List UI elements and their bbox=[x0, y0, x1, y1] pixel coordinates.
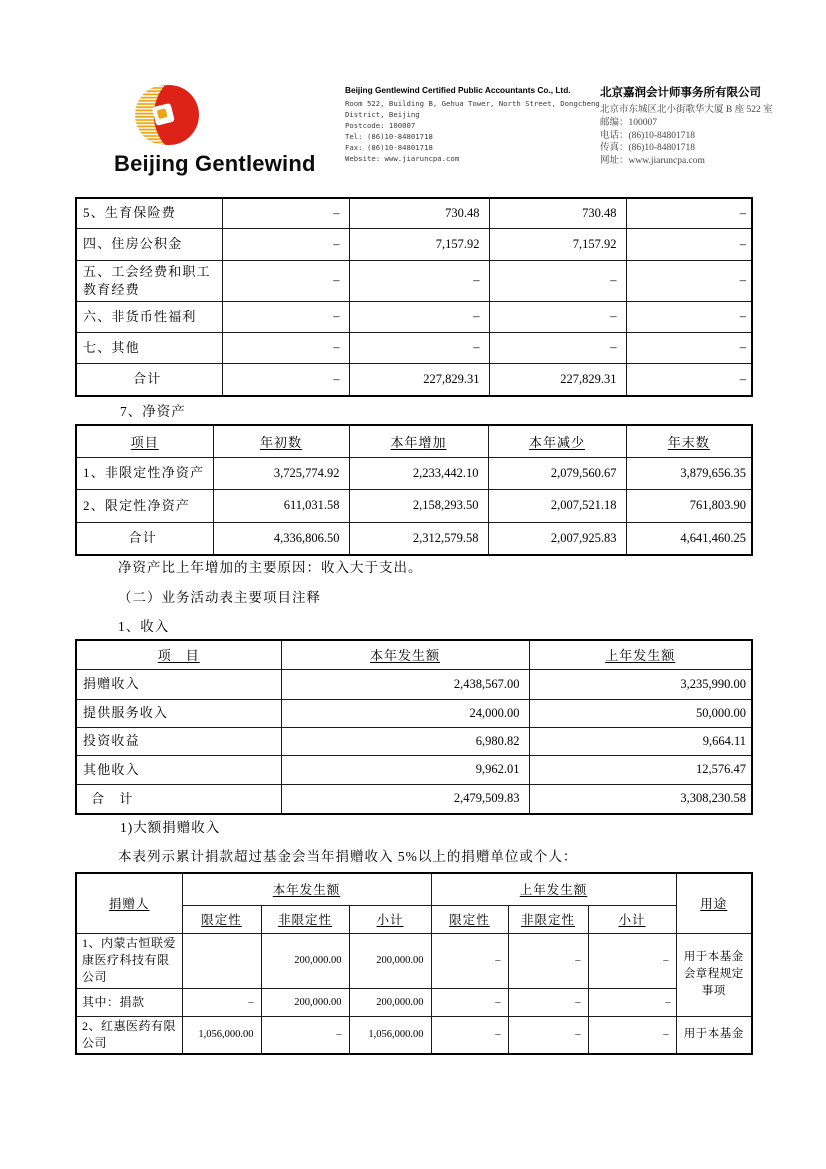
header-row bbox=[76, 425, 752, 457]
value-cell: 1,056,000.00 bbox=[349, 1016, 431, 1054]
address-line: Room 522, Building B, Gehua Tower, North Street, Dongcheng bbox=[345, 99, 600, 108]
donor-name-cell: 其中：捐款 bbox=[76, 988, 182, 1016]
column-header: 年末数 bbox=[626, 425, 752, 457]
value-cell: – bbox=[222, 301, 349, 332]
value-cell: 3,725,774.92 bbox=[213, 457, 349, 489]
major-donors-table bbox=[75, 872, 753, 1055]
fax-line: Fax: (86)10-84801718 bbox=[345, 143, 433, 153]
value-cell: – bbox=[508, 988, 588, 1016]
value-cell: – bbox=[222, 332, 349, 363]
value-cell: 2,007,925.83 bbox=[488, 522, 626, 555]
value-cell: – bbox=[431, 933, 508, 988]
row-label-cell: 七、其他 bbox=[76, 332, 222, 363]
column-header: 非限定性 bbox=[508, 905, 588, 933]
value-cell: – bbox=[489, 260, 626, 301]
tel-line: Tel: (86)10-84801718 bbox=[345, 132, 433, 142]
value-cell: 761,803.90 bbox=[626, 489, 752, 522]
column-header: 项 目 bbox=[76, 640, 281, 669]
website-line: Website: www.jiaruncpa.com bbox=[345, 154, 460, 164]
value-cell: 2,007,521.18 bbox=[488, 489, 626, 522]
column-header: 年初数 bbox=[213, 425, 349, 457]
value-cell bbox=[182, 933, 261, 988]
table-row bbox=[76, 988, 752, 1016]
column-header: 小计 bbox=[588, 905, 676, 933]
value-cell: – bbox=[626, 260, 752, 301]
company-name-cn: 北京嘉润会计师事务所有限公司 bbox=[600, 87, 761, 99]
donor-column-header: 捐赠人 bbox=[76, 873, 182, 933]
value-cell: 7,157.92 bbox=[349, 228, 489, 260]
value-cell: 611,031.58 bbox=[213, 489, 349, 522]
row-label-cell: 其他收入 bbox=[76, 755, 281, 784]
value-cell: 12,576.47 bbox=[529, 755, 752, 784]
value-cell: – bbox=[182, 988, 261, 1016]
postcode-line: 邮编：100007 bbox=[600, 117, 658, 128]
value-cell: 9,962.01 bbox=[281, 755, 529, 784]
total-row bbox=[76, 522, 752, 555]
value-cell: – bbox=[626, 228, 752, 260]
row-label-cell: 捐赠收入 bbox=[76, 669, 281, 699]
current-year-header: 本年发生额 bbox=[182, 873, 431, 905]
purpose-column-header: 用途 bbox=[676, 873, 752, 933]
row-label-cell: 五、工会经费和职工教育经费 bbox=[76, 260, 222, 301]
value-cell: 6,980.82 bbox=[281, 727, 529, 755]
prior-year-header: 上年发生额 bbox=[431, 873, 676, 905]
value-cell: 2,079,560.67 bbox=[488, 457, 626, 489]
value-cell: 200,000.00 bbox=[261, 933, 349, 988]
value-cell: 2,312,579.58 bbox=[349, 522, 488, 555]
fax-line: 传真：(86)10-84801718 bbox=[600, 143, 695, 154]
net-assets-table bbox=[75, 424, 753, 556]
row-label-cell: 六、非货币性福利 bbox=[76, 301, 222, 332]
row-label-cell: 1、非限定性净资产 bbox=[76, 457, 213, 489]
postcode-line: Postcode: 100007 bbox=[345, 121, 416, 131]
column-header: 限定性 bbox=[431, 905, 508, 933]
row-label-cell: 四、住房公积金 bbox=[76, 228, 222, 260]
tel-line: 电话：(86)10-84801718 bbox=[600, 130, 695, 141]
net-assets-heading: 7、净资产 bbox=[120, 404, 186, 419]
value-cell: 730.48 bbox=[349, 198, 489, 228]
table-row bbox=[76, 198, 752, 228]
value-cell: – bbox=[349, 332, 489, 363]
value-cell: 4,336,806.50 bbox=[213, 522, 349, 555]
value-cell: 730.48 bbox=[489, 198, 626, 228]
company-name-en: Beijing Gentlewind Certified Public Accountants Co., Ltd. bbox=[345, 85, 571, 95]
column-header: 非限定性 bbox=[261, 905, 349, 933]
value-cell: – bbox=[222, 260, 349, 301]
value-cell: 4,641,460.25 bbox=[626, 522, 752, 555]
row-label-cell: 提供服务收入 bbox=[76, 699, 281, 727]
table-row bbox=[76, 260, 752, 301]
column-header: 项目 bbox=[76, 425, 213, 457]
column-header: 本年减少 bbox=[488, 425, 626, 457]
value-cell: 2,479,509.83 bbox=[281, 784, 529, 814]
value-cell: – bbox=[626, 198, 752, 228]
value-cell: – bbox=[349, 301, 489, 332]
row-label-cell: 合 计 bbox=[76, 784, 281, 814]
value-cell: – bbox=[626, 301, 752, 332]
value-cell: 3,879,656.35 bbox=[626, 457, 752, 489]
row-label-cell: 5、生育保险费 bbox=[76, 198, 222, 228]
purpose-cell: 用于本基金 bbox=[676, 1016, 752, 1054]
value-cell: – bbox=[588, 988, 676, 1016]
notes-section-heading: （二）业务活动表主要项目注释 bbox=[118, 590, 321, 605]
company-logo-icon bbox=[128, 80, 202, 152]
value-cell: 227,829.31 bbox=[349, 363, 489, 396]
address-line: 北京市东城区北小街歌华大厦 B 座 522 室 bbox=[600, 105, 773, 115]
value-cell: 200,000.00 bbox=[261, 988, 349, 1016]
column-header: 本年发生额 bbox=[281, 640, 529, 669]
value-cell: – bbox=[508, 933, 588, 988]
value-cell: – bbox=[626, 332, 752, 363]
company-wordmark: Beijing Gentlewind bbox=[114, 151, 316, 176]
table-row bbox=[76, 699, 752, 727]
value-cell: 200,000.00 bbox=[349, 988, 431, 1016]
address-line: District, Beijing bbox=[345, 110, 420, 120]
row-label-cell: 合计 bbox=[76, 363, 222, 396]
table-row bbox=[76, 727, 752, 755]
column-header: 上年发生额 bbox=[529, 640, 752, 669]
income-heading: 1、收入 bbox=[118, 619, 170, 634]
table-row bbox=[76, 1016, 752, 1054]
table-row bbox=[76, 332, 752, 363]
value-cell: 2,233,442.10 bbox=[349, 457, 488, 489]
net-assets-note: 净资产比上年增加的主要原因：收入大于支出。 bbox=[118, 560, 423, 575]
value-cell: – bbox=[431, 1016, 508, 1054]
value-cell: – bbox=[431, 988, 508, 1016]
table-row bbox=[76, 457, 752, 489]
column-header: 限定性 bbox=[182, 905, 261, 933]
value-cell: 24,000.00 bbox=[281, 699, 529, 727]
value-cell: 3,308,230.58 bbox=[529, 784, 752, 814]
header-row bbox=[76, 873, 752, 905]
row-label-cell: 投资收益 bbox=[76, 727, 281, 755]
value-cell: – bbox=[588, 1016, 676, 1054]
total-row bbox=[76, 784, 752, 814]
value-cell: – bbox=[261, 1016, 349, 1054]
website-line: 网址：www.jiaruncpa.com bbox=[600, 156, 705, 167]
value-cell: – bbox=[508, 1016, 588, 1054]
value-cell: 1,056,000.00 bbox=[182, 1016, 261, 1054]
value-cell: – bbox=[489, 301, 626, 332]
value-cell: 50,000.00 bbox=[529, 699, 752, 727]
value-cell: – bbox=[222, 198, 349, 228]
table-row bbox=[76, 669, 752, 699]
value-cell: 2,438,567.00 bbox=[281, 669, 529, 699]
value-cell: – bbox=[349, 260, 489, 301]
table-row bbox=[76, 228, 752, 260]
donor-name-cell: 1、内蒙古恒联爱康医疗科技有限公司 bbox=[76, 933, 182, 988]
value-cell: – bbox=[626, 363, 752, 396]
fringe-benefits-table bbox=[75, 197, 753, 397]
value-cell: 9,664.11 bbox=[529, 727, 752, 755]
value-cell: 2,158,293.50 bbox=[349, 489, 488, 522]
value-cell: – bbox=[588, 933, 676, 988]
letterhead-chinese bbox=[600, 84, 775, 168]
column-header: 本年增加 bbox=[349, 425, 488, 457]
value-cell: – bbox=[222, 363, 349, 396]
table-row bbox=[76, 489, 752, 522]
column-header: 小计 bbox=[349, 905, 431, 933]
table-row bbox=[76, 755, 752, 784]
large-donation-heading: 1)大额捐赠收入 bbox=[120, 820, 221, 835]
value-cell: 3,235,990.00 bbox=[529, 669, 752, 699]
row-label-cell: 2、限定性净资产 bbox=[76, 489, 213, 522]
donor-name-cell: 2、红惠医药有限公司 bbox=[76, 1016, 182, 1054]
income-table bbox=[75, 639, 753, 815]
total-row bbox=[76, 363, 752, 396]
value-cell: 227,829.31 bbox=[489, 363, 626, 396]
large-donation-note: 本表列示累计捐款超过基金会当年捐赠收入 5%以上的捐赠单位或个人： bbox=[118, 849, 578, 864]
value-cell: – bbox=[222, 228, 349, 260]
table-row bbox=[76, 933, 752, 988]
row-label-cell: 合计 bbox=[76, 522, 213, 555]
value-cell: – bbox=[489, 332, 626, 363]
purpose-cell: 用于本基金会章程规定事项 bbox=[676, 933, 752, 1016]
value-cell: 200,000.00 bbox=[349, 933, 431, 988]
header-row bbox=[76, 640, 752, 669]
letterhead-english bbox=[345, 85, 607, 165]
value-cell: 7,157.92 bbox=[489, 228, 626, 260]
table-row bbox=[76, 301, 752, 332]
